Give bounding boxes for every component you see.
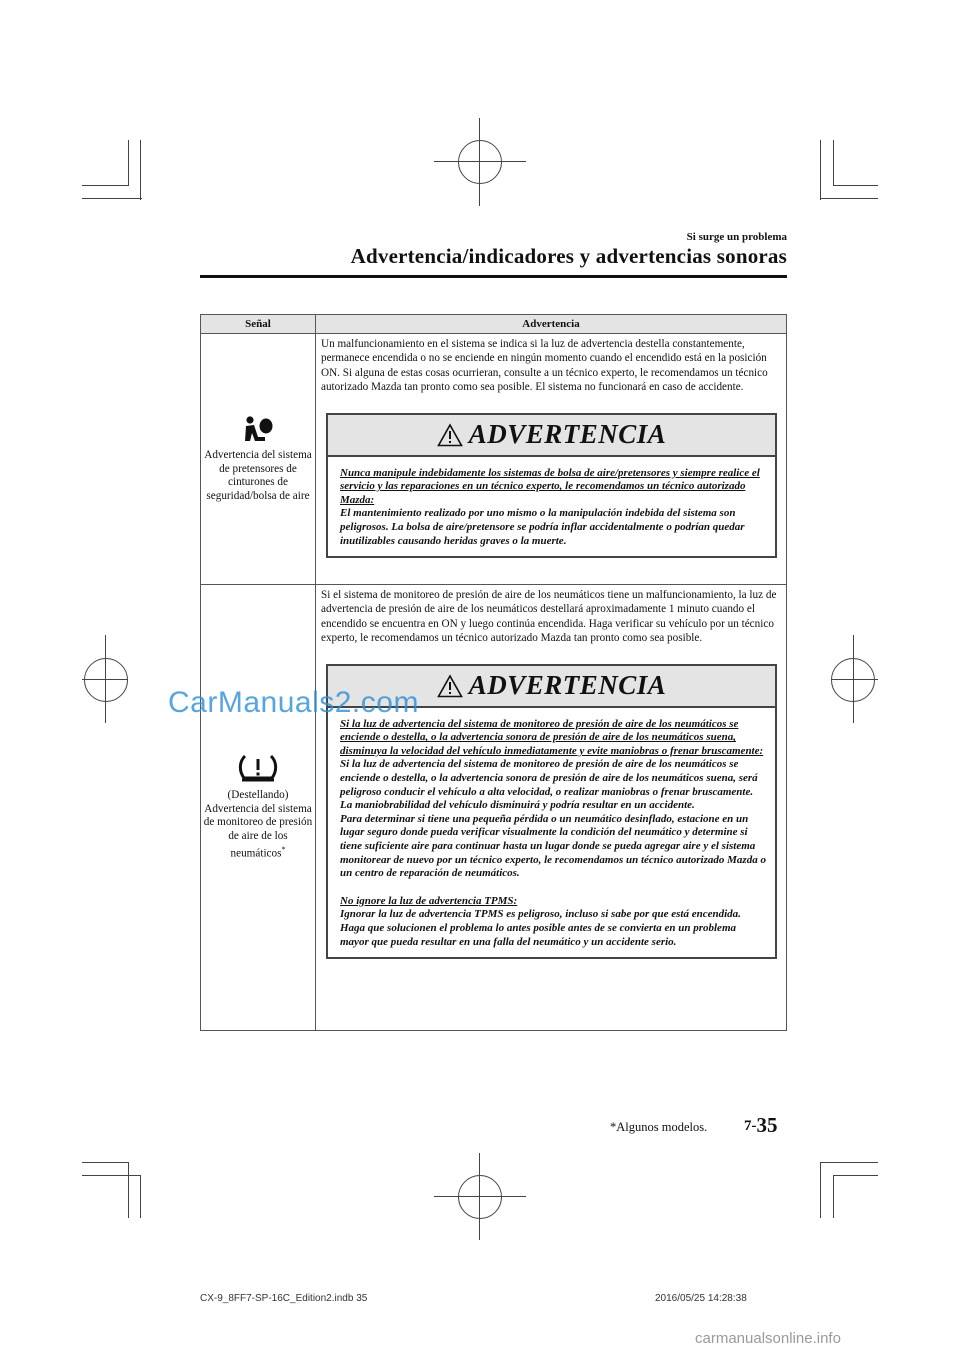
print-timestamp: 2016/05/25 14:28:38 <box>655 1293 747 1304</box>
warning-box-body <box>328 708 775 958</box>
signal-label: Advertencia del sistema de pretensores de cinturones de seguridad/bolsa de aire <box>204 449 312 502</box>
footnote: *Algunos modelos. <box>610 1120 708 1134</box>
row-description: Si el sistema de monitoreo de presión de aire de los neumáticos tiene un malfuncionamiento, la luz de advertencia de presión de aire de los neumáticos destellará aproximadamente 1 minuto cuando el encendido se encuentra en ON y luego continúa encendida. Haga verificar su vehículo por un técnico experto, le recomendamos un técnico autorizado Mazda tan pronto como sea posible. <box>321 589 777 645</box>
warning-table <box>200 314 787 1031</box>
warning-text: Para determinar si tiene una pequeña pérdida o un neumático desinflado, estacione en un lugar seguro donde pueda verificar visualmente la condición del neumático y determine si tiene suficiente aire para continuar hasta un lugar donde se pueda agregar aire y el sistema monitorear de nuevo por un técnico experto, le recomendamos un técnico autorizado Mazda o un centro de reparación de neumáticos. <box>340 812 766 880</box>
table-header-row <box>201 315 787 334</box>
signal-cell <box>201 585 316 1031</box>
warning-cell <box>316 585 787 1031</box>
column-header-warning: Advertencia <box>316 315 787 334</box>
warning-box-title: ADVERTENCIA <box>468 670 667 701</box>
table-row <box>201 334 787 585</box>
watermark: CarManuals2.com <box>168 686 419 719</box>
row-description: Un malfuncionamiento en el sistema se indica si la luz de advertencia destella constantemente, permanece encendida o no se enciende en ningún momento cuando el encendido está en la posición ON. Si alguna de estas cosas ocurrieran, consulte a un técnico experto, le recomendamos un técnico autorizado Mazda tan pronto como sea posible. El sistema no funcionará en caso de accidente. <box>321 338 768 394</box>
warning-text: El mantenimiento realizado por uno mismo o la manipulación indebida del sistema son peligrosos. La bolsa de aire/pretensore se podría inflar accidentalmente o podrían quedar inutilizables causando heridas graves o la muerte. <box>340 507 745 547</box>
warning-box-body <box>328 457 775 557</box>
page-title: Advertencia/indicadores y advertencias sonoras <box>350 244 787 268</box>
tire-pressure-warning-icon <box>236 753 280 783</box>
signal-label: (Destellando) Advertencia del sistema de monitoreo de presión de aire de los neumáticos* <box>203 789 313 861</box>
airbag-warning-icon <box>241 415 275 443</box>
table-row <box>201 585 787 1031</box>
warning-triangle-icon <box>437 674 463 698</box>
warning-underlined: Nunca manipule indebidamente los sistemas de bolsa de aire/pretensores y siempre realice el servicio y las reparaciones en un técnico experto, le recomendamos un técnico autorizado Mazda: <box>340 466 760 506</box>
warning-box-header <box>328 415 775 457</box>
warning-underlined: Si la luz de advertencia del sistema de monitoreo de presión de aire de los neumáticos se enciende o destella, o la advertencia sonora de presión de aire de los neumáticos suena, disminuya la velocidad del vehículo inmediatamente y evite maniobras o frenar bruscamente: <box>340 717 764 757</box>
warning-text: Ignorar la luz de advertencia TPMS es peligroso, incluso si sabe por que está encendida. Haga que solucionen el problema lo antes posible antes de se convierta en un problema mayor que pueda resultar en una falla del neumático y un accidente serio. <box>340 908 741 948</box>
site-watermark: carmanualsonline.info <box>695 1330 841 1347</box>
title-rule <box>200 275 787 278</box>
section-label: Si surge un problema <box>686 231 787 243</box>
warning-box <box>326 413 777 559</box>
page-number: 7-35 <box>744 1113 778 1137</box>
footnote-mark: * <box>281 845 286 855</box>
column-header-signal: Señal <box>201 315 316 334</box>
file-name: CX-9_8FF7-SP-16C_Edition2.indb 35 <box>200 1293 368 1304</box>
signal-cell <box>201 334 316 585</box>
warning-box-title: ADVERTENCIA <box>468 419 667 450</box>
warning-triangle-icon <box>437 423 463 447</box>
warning-underlined: No ignore la luz de advertencia TPMS: <box>340 894 518 907</box>
warning-text: Si la luz de advertencia del sistema de monitoreo de presión de aire de los neumáticos se enciende o destella, o la advertencia sonora de presión de aire de los neumáticos suena, será peligroso conducir el vehículo a alta velocidad, o realizar maniobras o frenar bruscamente. La maniobrabilidad del vehículo disminuirá y podría resultar en un accidente. <box>340 758 758 812</box>
warning-cell <box>316 334 787 585</box>
